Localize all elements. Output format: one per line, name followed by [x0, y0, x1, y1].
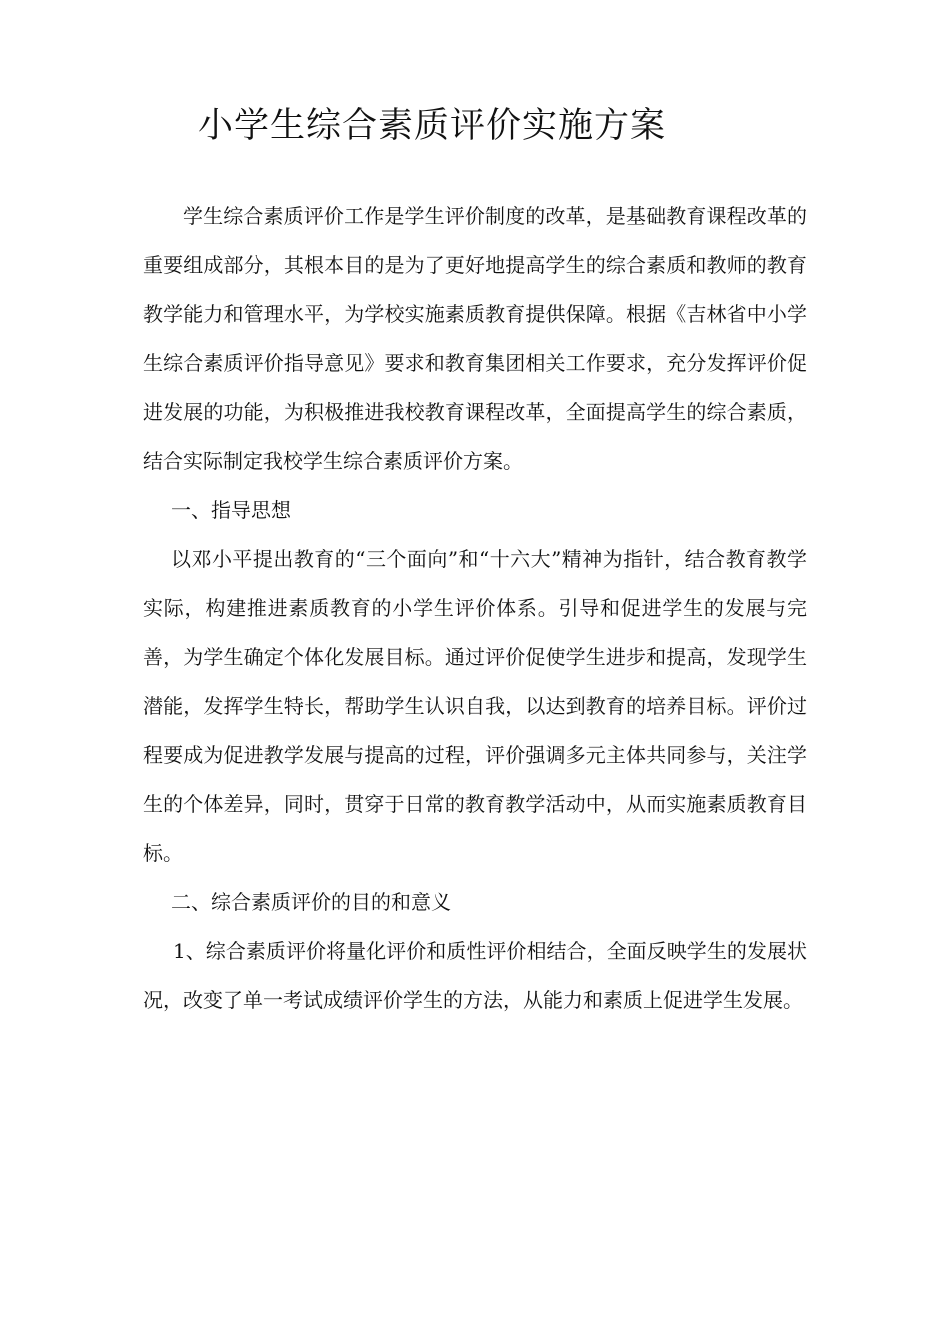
document-title: 小学生综合素质评价实施方案: [198, 106, 667, 146]
document-body: [143, 192, 807, 1025]
section-heading-purpose: 二、综合素质评价的目的和意义: [171, 890, 451, 914]
section-heading-guiding-thought: 一、指导思想: [171, 498, 291, 522]
guiding-thought-paragraph: 以邓小平提出教育的“三个面向”和“十六大”精神为指针，结合教育教学实际，构建推进素质教育的小学生评价体系。引导和促进学生的发展与完善，为学生确定个体化发展目标。通过评价促使学生进步和提高，发现学生潜能，发挥学生特长，帮助学生认识自我，以达到教育的培养目标。评价过程要成为促进教学发展与提高的过程，评价强调多元主体共同参与，关注学生的个体差异，同时，贯穿于日常的教育教学活动中，从而实施素质教育目标。: [143, 547, 807, 865]
purpose-item-1: 1、综合素质评价将量化评价和质性评价相结合，全面反映学生的发展状况，改变了单一考试成绩评价学生的方法，从能力和素质上促进学生发展。: [143, 939, 807, 1012]
intro-paragraph: 学生综合素质评价工作是学生评价制度的改革，是基础教育课程改革的重要组成部分，其根本目的是为了更好地提高学生的综合素质和教师的教育教学能力和管理水平，为学校实施素质教育提供保障。根据《吉林省中小学生综合素质评价指导意见》要求和教育集团相关工作要求，充分发挥评价促进发展的功能，为积极推进我校教育课程改革，全面提高学生的综合素质，结合实际制定我校学生综合素质评价方案。: [143, 204, 807, 473]
